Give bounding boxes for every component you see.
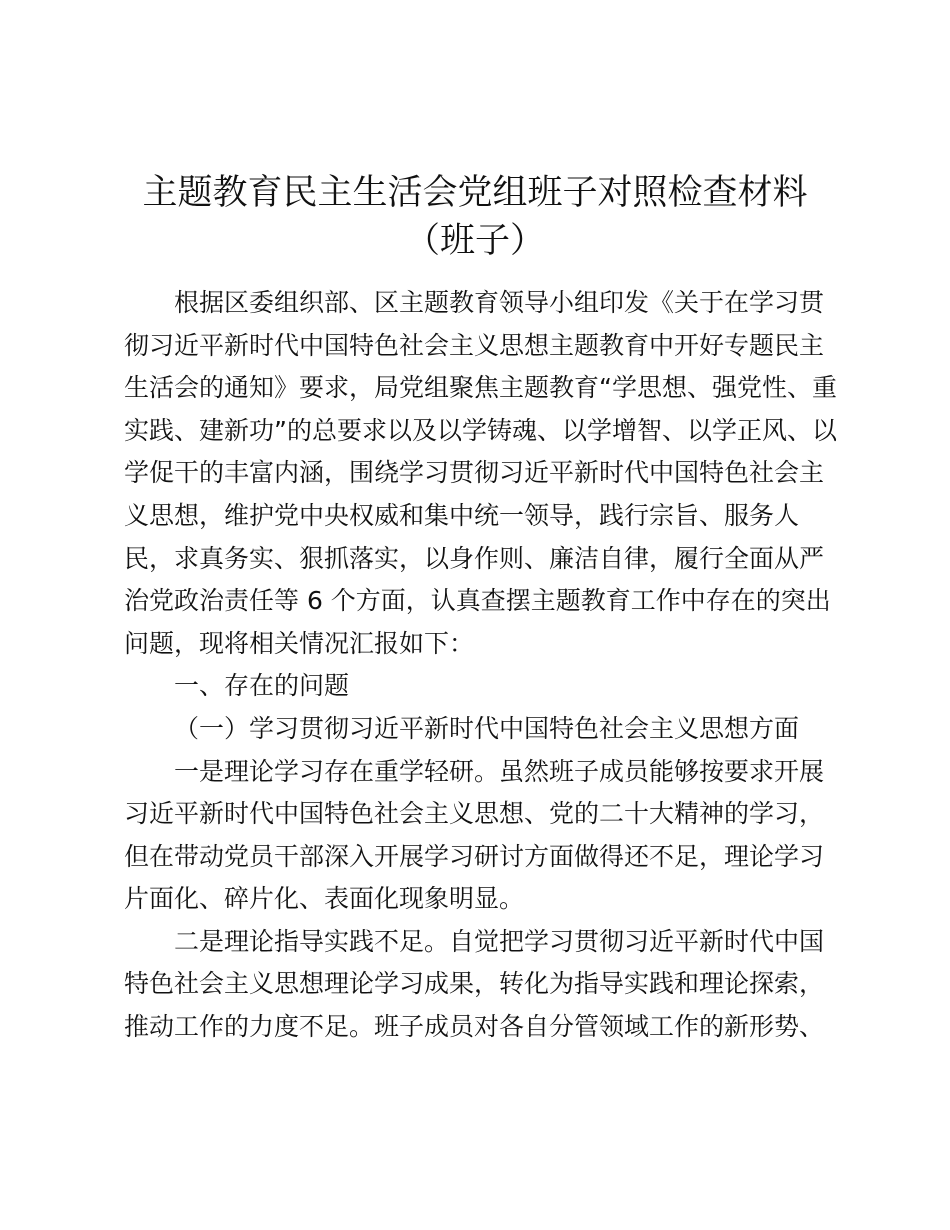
paragraph-intro-line-4: 实践、建新功”的总要求以及以学铸魂、以学增智、以学正风、以 [124, 416, 837, 445]
paragraph-intro-line-3: 生活会的通知》要求，局党组聚焦主题教育“学思想、强党性、重 [124, 373, 837, 402]
paragraph-point-2-line-2: 特色社会主义思想理论学习成果，转化为指导实践和理论探索， [124, 969, 825, 998]
paragraph-point-2-line-1: 二是理论指导实践不足。自觉把学习贯彻习近平新时代中国 [174, 927, 825, 956]
paragraph-intro-line-1: 根据区委组织部、区主题教育领导小组印发《关于在学习贯 [174, 288, 825, 317]
paragraph-point-2-line-3: 推动工作的力度不足。班子成员对各自分管领域工作的新形势、 [124, 1012, 825, 1041]
paragraph-point-1-line-3: 但在带动党员干部深入开展学习研讨方面做得还不足，理论学习 [124, 842, 825, 871]
paragraph-point-1-line-1: 一是理论学习存在重学轻研。虽然班子成员能够按要求开展 [174, 757, 825, 786]
subsection-heading-theory: （一）学习贯彻习近平新时代中国特色社会主义思想方面 [174, 714, 800, 743]
document-subtitle: （班子） [404, 221, 545, 261]
paragraph-intro-line-9: 问题，现将相关情况汇报如下： [124, 629, 475, 658]
paragraph-intro-line-8: 治党政治责任等 6 个方面，认真查摆主题教育工作中存在的突出 [124, 586, 831, 615]
paragraph-intro-line-6: 义思想，维护党中央权威和集中统一领导，践行宗旨、服务人 [124, 501, 800, 530]
paragraph-intro-line-2: 彻习近平新时代中国特色社会主义思想主题教育中开好专题民主 [124, 331, 825, 360]
document-title: 主题教育民主生活会党组班子对照检查材料 [142, 173, 808, 213]
paragraph-intro-line-7: 民，求真务实、狠抓落实，以身作则、廉洁自律，履行全面从严 [124, 544, 825, 573]
paragraph-intro-line-5: 学促干的丰富内涵，围绕学习贯彻习近平新时代中国特色社会主 [124, 458, 825, 487]
paragraph-point-1-line-4: 片面化、碎片化、表面化现象明显。 [124, 884, 525, 913]
section-heading-problems: 一、存在的问题 [174, 671, 350, 700]
paragraph-point-1-line-2: 习近平新时代中国特色社会主义思想、党的二十大精神的学习， [124, 799, 825, 828]
